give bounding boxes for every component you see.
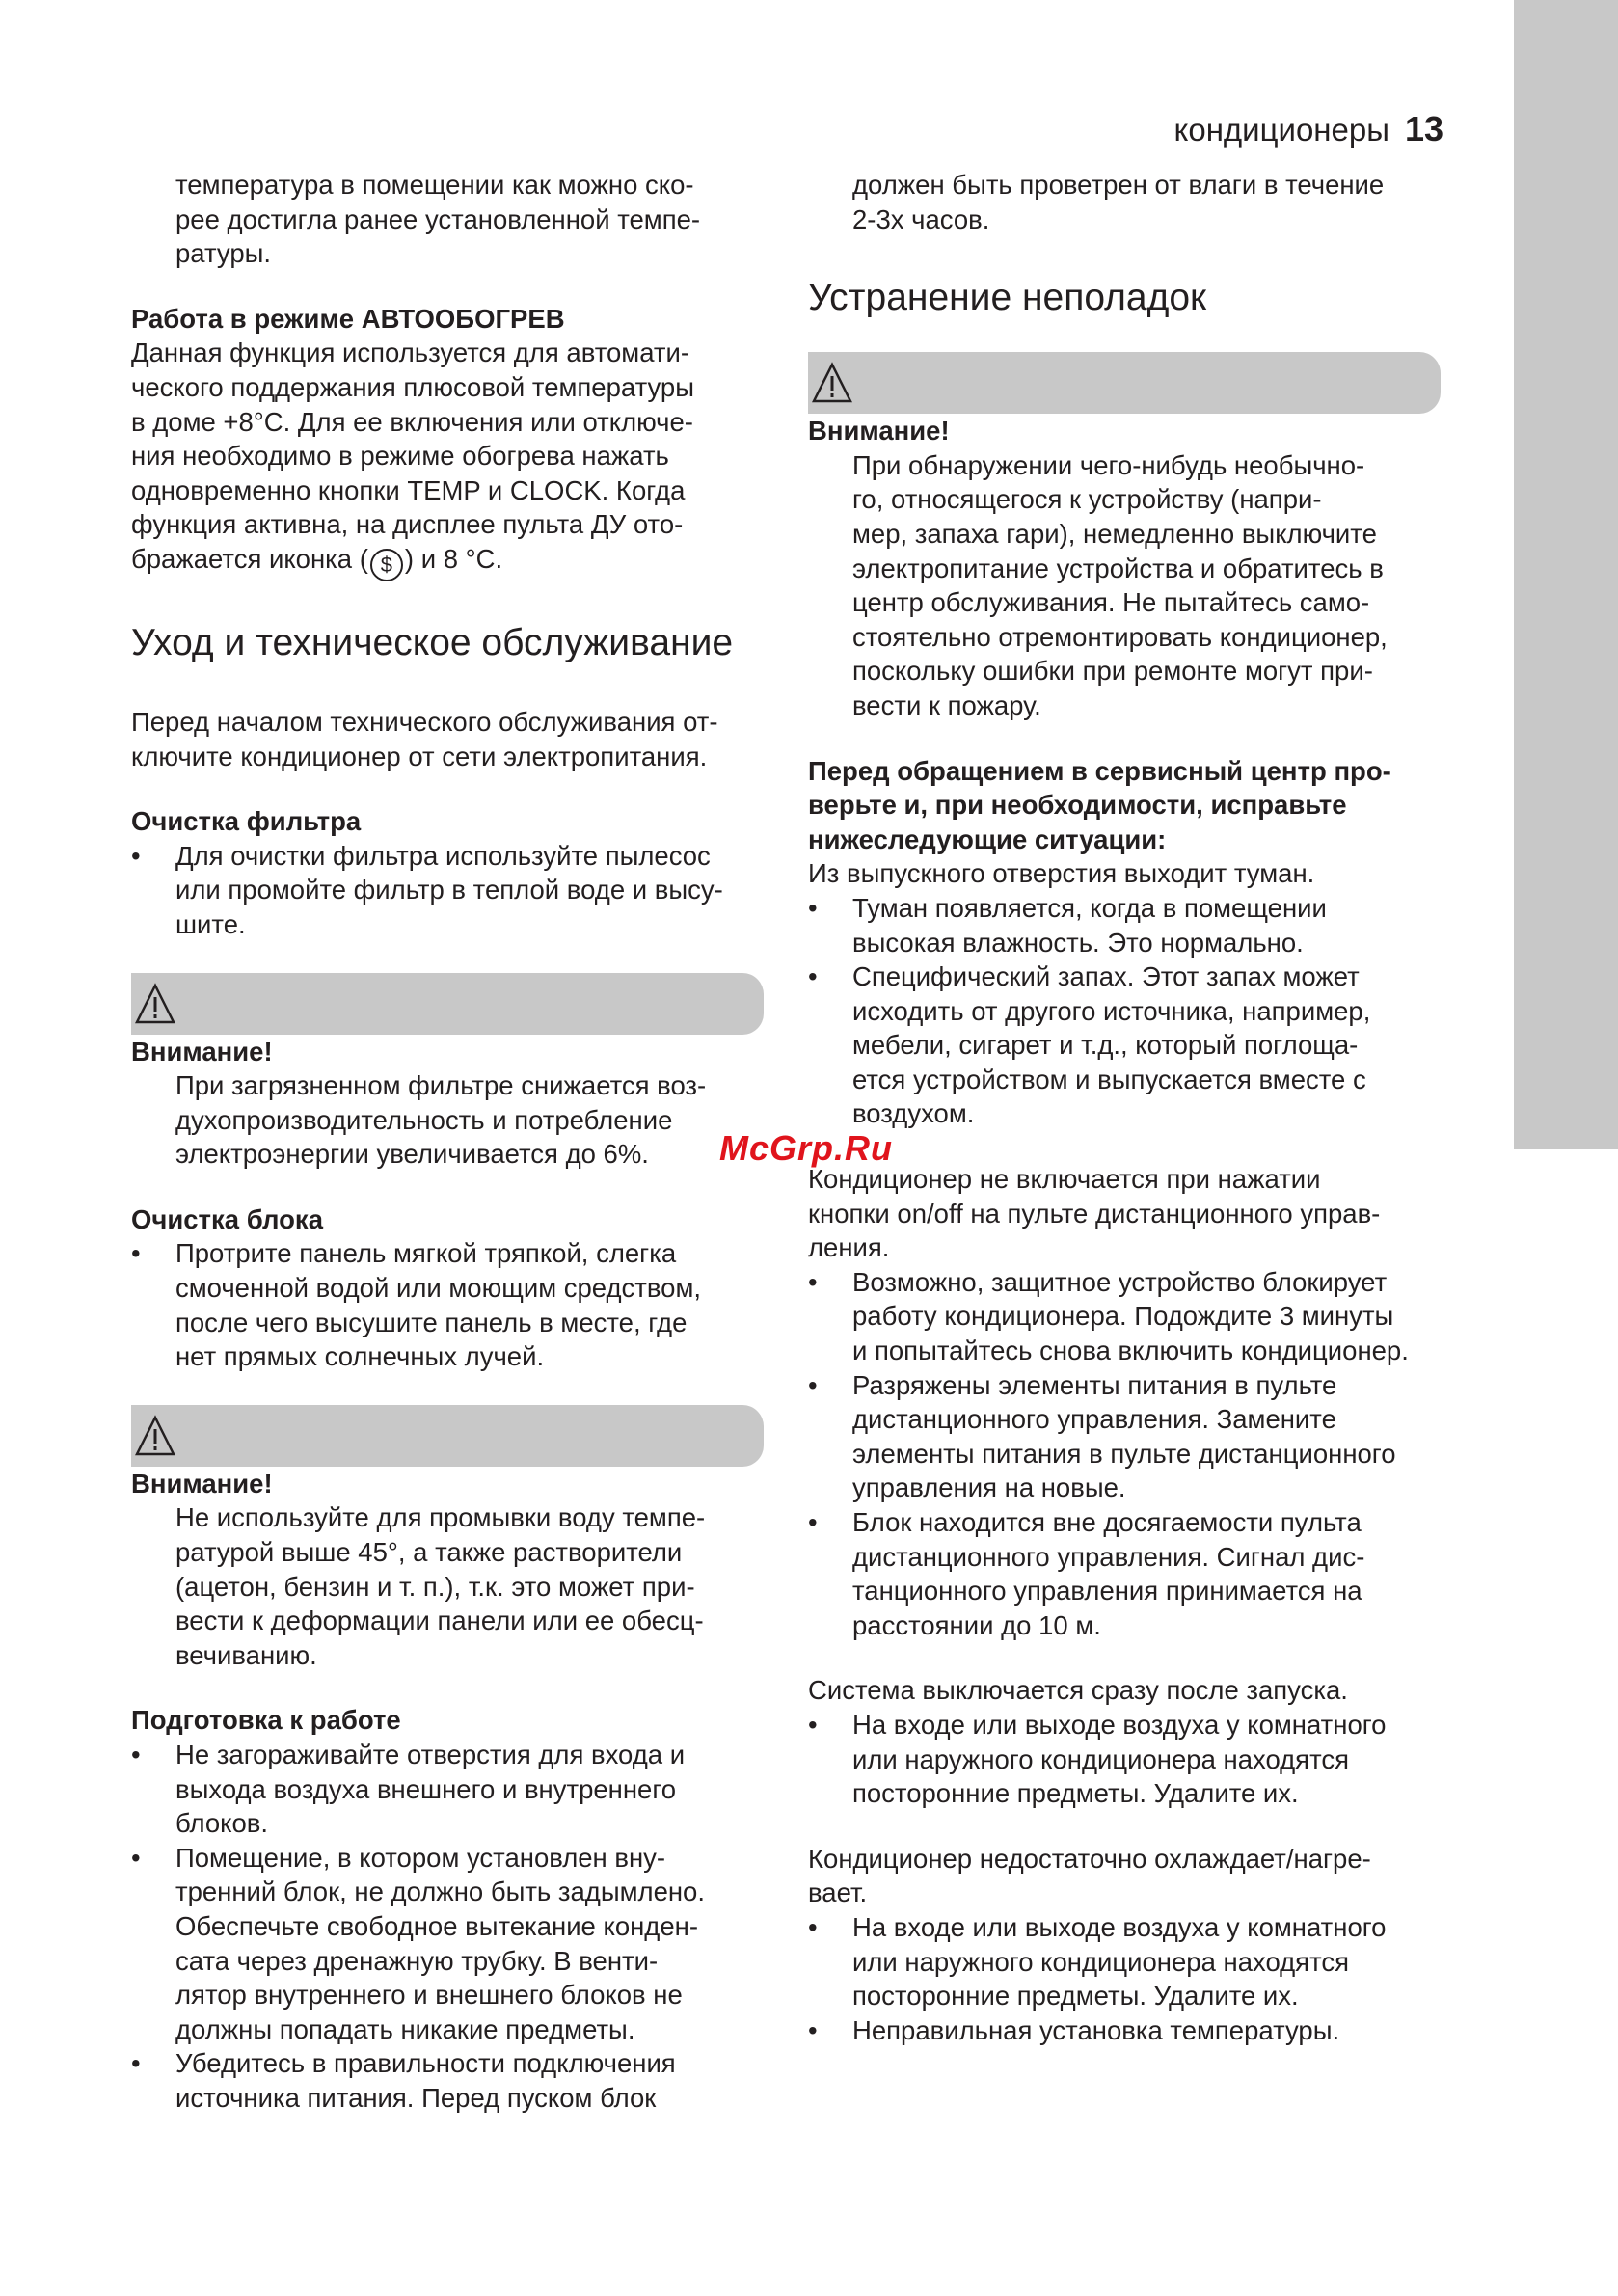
unit-heading: Очистка блока — [131, 1203, 323, 1234]
check-heading — [808, 754, 1444, 857]
text-line: должны попадать никакие предметы. — [175, 2013, 635, 2044]
text-line: При обнаружении чего-нибудь необычно- — [852, 449, 1365, 480]
text-line: ческого поддержания плюсовой температуры — [131, 371, 694, 402]
text-line: мер, запаха гари), немедленно выключите — [852, 518, 1377, 549]
issue-title: вает. — [808, 1877, 868, 1908]
issue-title: Кондиционер недостаточно охлаждает/нагре- — [808, 1843, 1371, 1874]
text-line: блоков. — [175, 1808, 269, 1839]
issue-title: Кондиционер не включается при нажатии — [808, 1164, 1321, 1195]
text-line: сата через дренажную трубку. В венти- — [175, 1945, 659, 1976]
text-line: посторонние предметы. Удалите их. — [852, 1981, 1299, 2012]
care-intro — [131, 705, 768, 773]
issue-title: кнопки on/off на пульте дистанционного управ- — [808, 1198, 1381, 1229]
text-line: после чего высушите панель в месте, где — [175, 1307, 688, 1337]
text-line: 2-3х часов. — [852, 203, 990, 234]
right-intro — [808, 168, 1444, 236]
issue-list — [808, 1708, 1444, 1811]
issue-title: Система выключается сразу после запуска. — [808, 1675, 1348, 1706]
text-line: поскольку ошибки при ремонте могут при- — [852, 656, 1373, 687]
warning-text — [131, 1500, 768, 1672]
warning-title: Внимание! — [808, 416, 950, 446]
warning-icon — [812, 362, 852, 404]
text-line: ется устройством и выпускается вместе с — [852, 1064, 1366, 1094]
text-line: работу кондиционера. Подождите 3 минуты — [852, 1301, 1394, 1332]
text-line: Блок находится вне досягаемости пульта — [852, 1507, 1362, 1537]
text-line: Перед началом технического обслуживания от- — [131, 706, 718, 737]
text-line: духопроизводительность и потребление — [175, 1104, 673, 1135]
list-item: • Туман появляется, когда в помещении высокая влажность. Это нормально. — [808, 891, 1444, 959]
text-line: Протрите панель мягкой тряпкой, слегка — [175, 1238, 677, 1269]
list-item: • Возможно, защитное устройство блокирует работу кондиционера. Подождите 3 минуты и попытайтесь снова включить кондиционер. — [808, 1265, 1444, 1368]
list-item: • Разряжены элементы питания в пульте дистанционного управления. Замените элементы питания в пульте дистанционного управления на новые. — [808, 1368, 1444, 1505]
text-line: воздухом. — [852, 1098, 975, 1129]
issue — [808, 856, 1444, 1131]
issue-list — [808, 1265, 1444, 1643]
issue — [808, 1673, 1444, 1810]
list-item: • Помещение, в котором установлен вну- тренний блок, не должно быть задымлено. Обеспечьте свободное вытекание конден- сата через дренажную трубку. В венти- лятор внутреннего и внешнего блоков не должны попадать никакие предметы. — [131, 1841, 768, 2047]
list-item: • Протрите панель мягкой тряпкой, слегка смоченной водой или моющим средством, после чего высушите панель в месте, где нет прямых солнечных лучей. — [131, 1236, 768, 1373]
text-line: тренний блок, не должно быть задымлено. — [175, 1877, 705, 1907]
warning-icon — [135, 1415, 175, 1457]
text-line: дистанционного управления. Сигнал дис- — [852, 1541, 1365, 1572]
list-item: • Специфический запах. Этот запах может исходить от другого источника, например, мебели, сигарет и т.д., который поглоща- ется устройством и выпускается вместе с воздухом. — [808, 959, 1444, 1131]
text-line: На входе или выходе воздуха у комнатного — [852, 1911, 1387, 1942]
text-line: Обеспечьте свободное вытекание конден- — [175, 1910, 698, 1941]
trouble-title: Устранение неполадок — [808, 277, 1207, 319]
text-line: Возможно, защитное устройство блокирует — [852, 1266, 1388, 1297]
text-line: Для очистки фильтра используйте пылесос — [175, 840, 711, 871]
text-line: верьте и, при необходимости, исправьте — [808, 790, 1347, 821]
text-line: нижеследующие ситуации: — [808, 824, 1167, 854]
warning-bar — [131, 973, 764, 1035]
issue-list — [808, 891, 1444, 1131]
text-line: Помещение, в котором установлен вну- — [175, 1842, 666, 1873]
text-line: Перед обращением в сервисный центр про- — [808, 755, 1391, 786]
issue-title: ления. — [808, 1232, 890, 1263]
text-line: Неправильная установка температуры. — [852, 2014, 1340, 2045]
money-icon: $ — [370, 549, 403, 581]
warning-bar — [131, 1405, 764, 1467]
text-line: исходить от другого источника, например, — [852, 995, 1371, 1026]
list-item: • Не загораживайте отверстия для входа и выхода воздуха внешнего и внутреннего блоков. — [131, 1738, 768, 1841]
text-line: ключите кондиционер от сети электропитания. — [131, 741, 708, 771]
text-line: одновременно кнопки TEMP и CLOCK. Когда — [131, 474, 686, 505]
text-line: вести к деформации панели или ее обесц- — [175, 1606, 704, 1636]
text-line: дистанционного управления. Замените — [852, 1404, 1336, 1435]
warning-text — [131, 1068, 768, 1172]
auto-heat-heading: Работа в режиме АВТООБОГРЕВ — [131, 303, 565, 334]
text-line: Специфический запах. Этот запах может — [852, 961, 1360, 992]
side-tab — [1514, 0, 1618, 1149]
text-line: элементы питания в пульте дистанционного — [852, 1438, 1396, 1469]
text-line: ратуры. — [175, 238, 272, 269]
text-line: вечиванию. — [175, 1639, 317, 1670]
filter-list — [131, 839, 768, 942]
text-line: в доме +8°С. Для ее включения или отключе- — [131, 406, 693, 437]
watermark: McGrp.Ru — [719, 1128, 894, 1168]
text-line: Разряжены элементы питания в пульте — [852, 1369, 1337, 1400]
text-line: или промойте фильтр в теплой воде и высу- — [175, 875, 723, 905]
text-line: Убедитесь в правильности подключения — [175, 2048, 676, 2079]
page-header — [1174, 108, 1443, 151]
text-line: расстоянии до 10 м. — [852, 1609, 1101, 1640]
text-line: бражается иконка ( $ ) и 8 °С. — [131, 542, 768, 581]
text-line: смоченной водой или моющим средством, — [175, 1273, 702, 1304]
unit-list — [131, 1236, 768, 1373]
filter-heading: Очистка фильтра — [131, 806, 362, 837]
text-line: стоятельно отремонтировать кондиционер, — [852, 621, 1388, 652]
text-line: или наружного кондиционера находятся — [852, 1743, 1349, 1774]
auto-heat-text — [131, 336, 768, 581]
text-line: посторонние предметы. Удалите их. — [852, 1778, 1299, 1809]
text-line: Данная функция используется для автомати- — [131, 338, 690, 368]
care-title: Уход и техническое обслуживание — [131, 621, 734, 663]
text-line: функция активна, на дисплее пульта ДУ ото- — [131, 509, 684, 540]
issue — [808, 1162, 1444, 1642]
text-line: На входе или выходе воздуха у комнатного — [852, 1709, 1387, 1740]
text-line: управления на новые. — [852, 1472, 1126, 1503]
header-section: кондиционеры — [1173, 112, 1389, 148]
issue-title: Из выпускного отверстия выходит туман. — [808, 858, 1315, 889]
right-column — [808, 168, 1444, 2047]
text-line: (ацетон, бензин и т. п.), т.к. это может при- — [175, 1571, 695, 1602]
text-line: вести к пожару. — [852, 689, 1041, 720]
prep-list — [131, 1738, 768, 2116]
warning-title: Внимание! — [131, 1036, 273, 1067]
text-line: и попытайтесь снова включить кондиционер. — [852, 1336, 1409, 1366]
text-line: рее достигла ранее установленной темпе- — [175, 203, 701, 234]
text-line: электроэнергии увеличивается до 6%. — [175, 1139, 649, 1170]
text-line: Туман появляется, когда в помещении — [852, 892, 1327, 923]
issue-list — [808, 1910, 1444, 2047]
left-intro — [131, 168, 768, 271]
text-line: температура в помещении как можно ско- — [175, 170, 694, 200]
issue — [808, 1842, 1444, 2048]
text-line: электропитание устройства и обратитесь в — [852, 553, 1384, 583]
warning-title: Внимание! — [131, 1468, 273, 1499]
warning-bar — [808, 352, 1441, 414]
text-line: Не используйте для промывки воду темпе- — [175, 1502, 706, 1533]
text-line: лятор внутреннего и внешнего блоков не — [175, 1980, 683, 2011]
text-line: шите. — [175, 908, 246, 939]
text-line: выхода воздуха внешнего и внутреннего — [175, 1773, 677, 1804]
left-column — [131, 168, 768, 2116]
text-line: высокая влажность. Это нормально. — [852, 927, 1304, 958]
list-item: • Блок находится вне досягаемости пульта дистанционного управления. Сигнал дис- танционного управления принимается на расстоянии до 10 м. — [808, 1505, 1444, 1642]
text-line: ния необходимо в режиме обогрева нажать — [131, 441, 669, 472]
text-line: мебели, сигарет и т.д., который поглоща- — [852, 1030, 1359, 1061]
text-line: центр обслуживания. Не пытайтесь само- — [852, 587, 1370, 618]
text-line: ратурой выше 45°, а также растворители — [175, 1537, 683, 1568]
list-item: • Неправильная установка температуры. — [808, 2013, 1444, 2048]
text-line: должен быть проветрен от влаги в течение — [852, 170, 1385, 200]
warning-text — [808, 448, 1444, 723]
warning-icon — [135, 983, 175, 1025]
list-item: • Убедитесь в правильности подключения источника питания. Перед пуском блок — [131, 2046, 768, 2115]
text-line: го, относящегося к устройству (напри- — [852, 484, 1322, 515]
text-line: танционного управления принимается на — [852, 1576, 1362, 1607]
list-item: • На входе или выходе воздуха у комнатного или наружного кондиционера находятся посторонние предметы. Удалите их. — [808, 1910, 1444, 2013]
text-line: При загрязненном фильтре снижается воз- — [175, 1070, 707, 1101]
list-item: • Для очистки фильтра используйте пылесос или промойте фильтр в теплой воде и высу- шите. — [131, 839, 768, 942]
prep-heading: Подготовка к работе — [131, 1705, 401, 1736]
text-line: Не загораживайте отверстия для входа и — [175, 1740, 686, 1769]
text-line: нет прямых солнечных лучей. — [175, 1341, 545, 1372]
list-item: • На входе или выходе воздуха у комнатного или наружного кондиционера находятся посторонние предметы. Удалите их. — [808, 1708, 1444, 1811]
text-line: или наружного кондиционера находятся — [852, 1946, 1349, 1977]
text-line: источника питания. Перед пуском блок — [175, 2082, 657, 2113]
page-number: 13 — [1404, 109, 1443, 149]
